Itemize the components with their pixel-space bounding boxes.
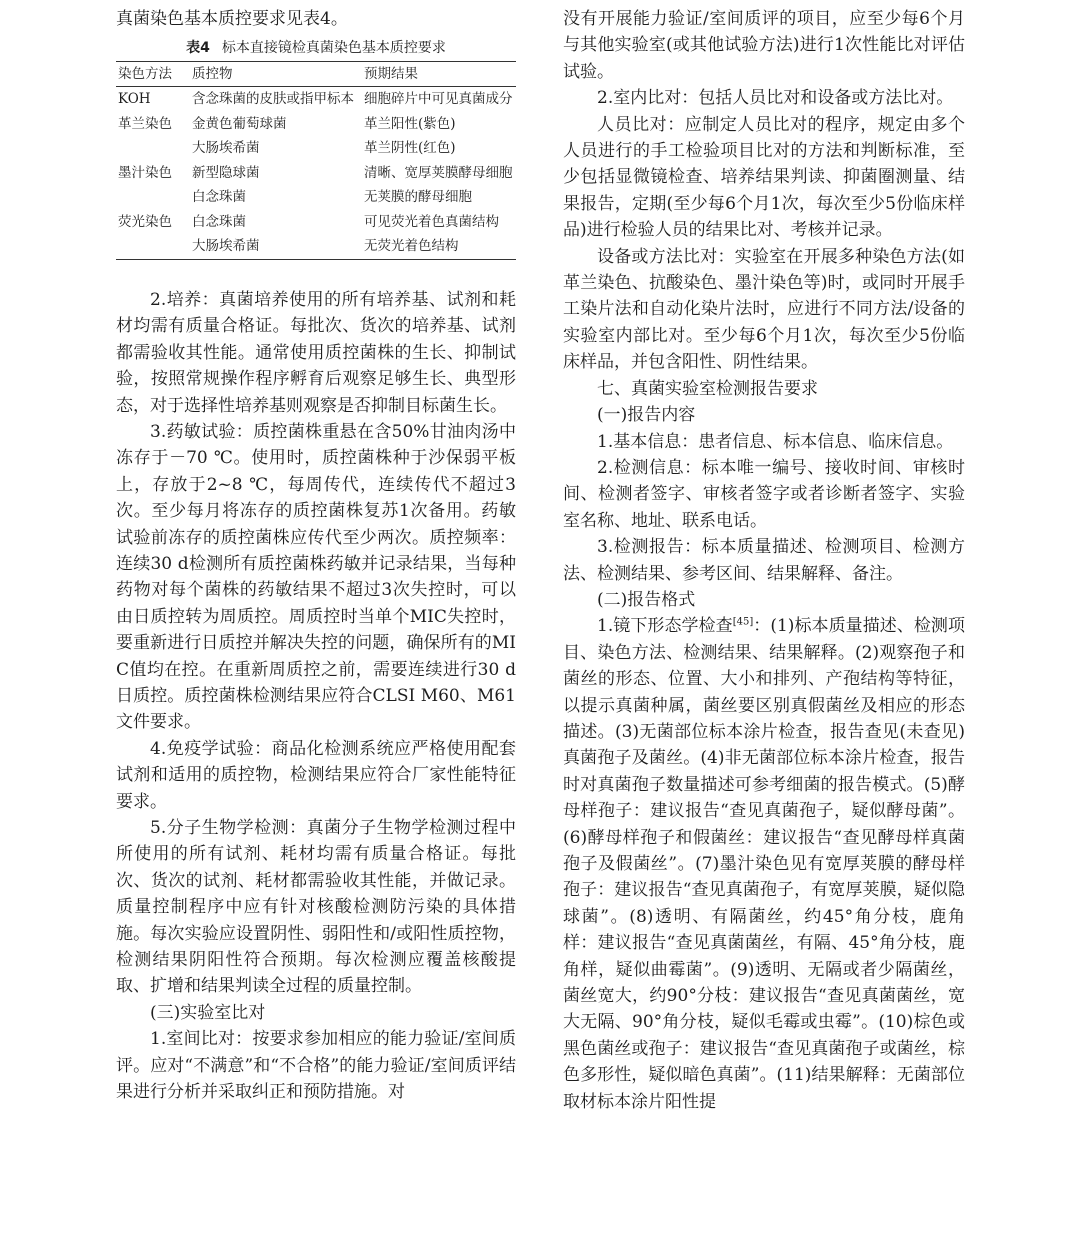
table-title: 标本直接镜检真菌染色基本质控要求 [221,40,446,57]
paragraph-culture: 2.培养：真菌培养使用的所有培养基、试剂和耗材均需有质量合格证。每批次、货次的培养基、试剂都需验收其性能。通常使用质控菌株的生长、抑制试验，按照常规操作程序孵育后观察足够生长、典型形态，对于选择性培养基则观察是否抑制目标菌生长。 [116,289,516,416]
table-caption [116,35,516,61]
right-column [563,6,965,1115]
cell-method: KOH [118,91,151,108]
cell-control: 大肠埃希菌 [192,238,260,255]
cell-control: 白念珠菌 [192,213,246,230]
paragraph-staff-comparison: 人员比对：应制定人员比对的程序，规定由多个人员进行的手工检验项目比对的方法和判断标准，至少包括显微镜检查、培养结果判读、抑菌圈测量、结果报告，定期(至少每6个月1次，每次至少5份临床样品)进行检验人员的结果比对、考核并记录。 [563,114,965,241]
col-header-method: 染色方法 [118,66,172,83]
heading-report-content: (一)报告内容 [597,405,696,426]
col-header-control: 质控物 [192,66,233,83]
paragraph-immunology: 4.免疫学试验：商品化检测系统应严格使用配套试剂和适用的质控物，检测结果应符合厂家性能特征要求。 [116,738,516,812]
paragraph-microscopy [563,613,965,1115]
cell-expected: 细胞碎片中可见真菌成分 [364,91,513,108]
microscopy-body: ：(1)标本质量描述、检测项目、染色方法、检测结果、结果解释。(2)观察孢子和菌丝的形态、位置、大小和排列、产孢结构等特征，以提示真菌种属，菌丝要区别真假菌丝及相应的形态描述。(3)无菌部位标本涂片检查，报告查见(未查见)真菌孢子及菌丝。(4)非无菌部位标本涂片检查，报告时对真菌孢子数量描述可参考细菌的报告模式。(5)酵母样孢子：建议报告“查见真菌孢子，疑似酵母菌”。(6)酵母样孢子和假菌丝：建议报告“查见酵母样真菌孢子及假菌丝”。(7)墨汁染色见有宽厚荚膜的酵母样孢子：建议报告“查见真菌孢子，有宽厚荚膜，疑似隐球菌”。(8)透明、有隔菌丝，约45°角分枝，鹿角样：建议报告“查见真菌菌丝，有隔、45°角分枝，鹿角样，疑似曲霉菌”。(9)透明、无隔或者少隔菌丝，菌丝宽大，约90°分枝：建议报告“查见真菌菌丝，宽大无隔、90°角分枝，疑似毛霉或虫霉”。(10)棕色或黑色菌丝或孢子：建议报告“查见真菌孢子或菌丝，棕色多形性，疑似暗色真菌”。(11)结果解释：无菌部位取材标本涂片阳性提 [563,616,965,1112]
cell-expected: 无荧光着色结构 [364,238,459,255]
microscopy-lead: 1.镜下形态学检查 [597,616,733,637]
cell-method: 荧光染色 [118,213,172,230]
paragraph-equipment-comparison: 设备或方法比对：实验室在开展多种染色方法(如革兰染色、抗酸染色、墨汁染色等)时，或同时开展手工染片法和自动化染片法时，应进行不同方法/设备的实验室内部比对。至少每6个月1次，每次至少5份临床样品，并包含阳性、阴性结果。 [563,246,965,373]
cell-expected: 革兰阳性(紫色) [364,115,456,132]
table-row [116,185,516,210]
heading-report-requirements: 七、真菌实验室检测报告要求 [597,378,818,399]
cell-expected: 可见荧光着色真菌结构 [364,213,499,230]
paragraph-molecular: 5.分子生物学检测：真菌分子生物学检测过程中所使用的所有试剂、耗材均需有质量合格证。每批次、货次的试剂、耗材都需验收其性能，并做记录。质量控制程序中应有针对核酸检测防污染的具体措施。每次实验应设置阴性、弱阳性和/或阳性质控物，检测结果阴阳性符合预期。每次检测应覆盖核酸提取、扩增和结果判读全过程的质量控制。 [116,818,516,997]
left-column [116,6,516,1106]
table-row [116,87,516,112]
cell-control: 金黄色葡萄球菌 [192,115,287,132]
heading-report-format: (二)报告格式 [597,589,696,610]
table-spacing [116,260,516,287]
cell-expected: 清晰、宽厚荚膜酵母细胞 [364,164,513,181]
cell-method [116,136,192,161]
table-number: 表4 [186,40,210,57]
cell-control: 含念珠菌的皮肤或指甲标本 [192,91,354,108]
cell-expected: 革兰阴性(红色) [364,140,456,157]
table-intro: 真菌染色基本质控要求见表4。 [116,9,348,29]
paragraph-intralab: 2.室内比对：包括人员比对和设备或方法比对。 [597,88,954,109]
cell-method: 革兰染色 [118,115,172,132]
table-header-row [116,62,516,87]
cell-method: 墨汁染色 [118,164,172,181]
paragraph-test-info: 2.检测信息：标本唯一编号、接收时间、审核时间、检测者签字、审核者签字或者诊断者签字、实验室名称、地址、联系电话。 [563,457,965,531]
heading-lab-comparison: (三)实验室比对 [150,1002,266,1023]
cell-control: 白念珠菌 [192,189,246,206]
cell-method [116,234,192,259]
table-row [116,234,516,259]
cell-expected: 无荚膜的酵母细胞 [364,189,472,206]
table-row [116,210,516,235]
citation-ref: [45] [732,616,754,628]
cell-method [116,185,192,210]
paragraph-basic-info: 1.基本信息：患者信息、标本信息、临床信息。 [597,431,954,452]
col-header-expected: 预期结果 [364,66,418,83]
cell-control: 新型隐球菌 [192,164,260,181]
paragraph-susceptibility: 3.药敏试验：质控菌株重悬在含50%甘油肉汤中冻存于－70 ℃。使用时，质控菌株种于沙保弱平板上，存放于2~8 ℃，每周传代，连续传代不超过3次。至少每月将冻存的质控菌株复苏1次备用。药敏试验前冻存的质控菌株应传代至少两次。质控频率：连续30 d检测所有质控菌株药敏并记录结果，当每种药物对每个菌株的药敏结果不超过3次失控时，可以由日质控转为周质控。周质控时当单个MIC失控时，要重新进行日质控并解决失控的问题，确保所有的MIC值均在控。在重新周质控之前，需要连续进行30 d日质控。质控菌株检测结果应符合CLSI M60、M61文件要求。 [116,421,516,733]
cell-control: 大肠埃希菌 [192,140,260,157]
paragraph-test-report: 3.检测报告：标本质量描述、检测项目、检测方法、检测结果、参考区间、结果解释、备注。 [563,537,965,584]
table-row [116,112,516,137]
qc-table [116,61,516,260]
paragraph-interlab-continued: 没有开展能力验证/室间质评的项目，应至少每6个月与其他实验室(或其他试验方法)进行1次性能比对评估试验。 [563,9,965,82]
table-row [116,136,516,161]
table-row [116,161,516,186]
paragraph-interlab: 1.室间比对：按要求参加相应的能力验证/室间质评。应对“不满意”和“不合格”的能力验证/室间质评结果进行分析并采取纠正和预防措施。对 [116,1029,516,1103]
